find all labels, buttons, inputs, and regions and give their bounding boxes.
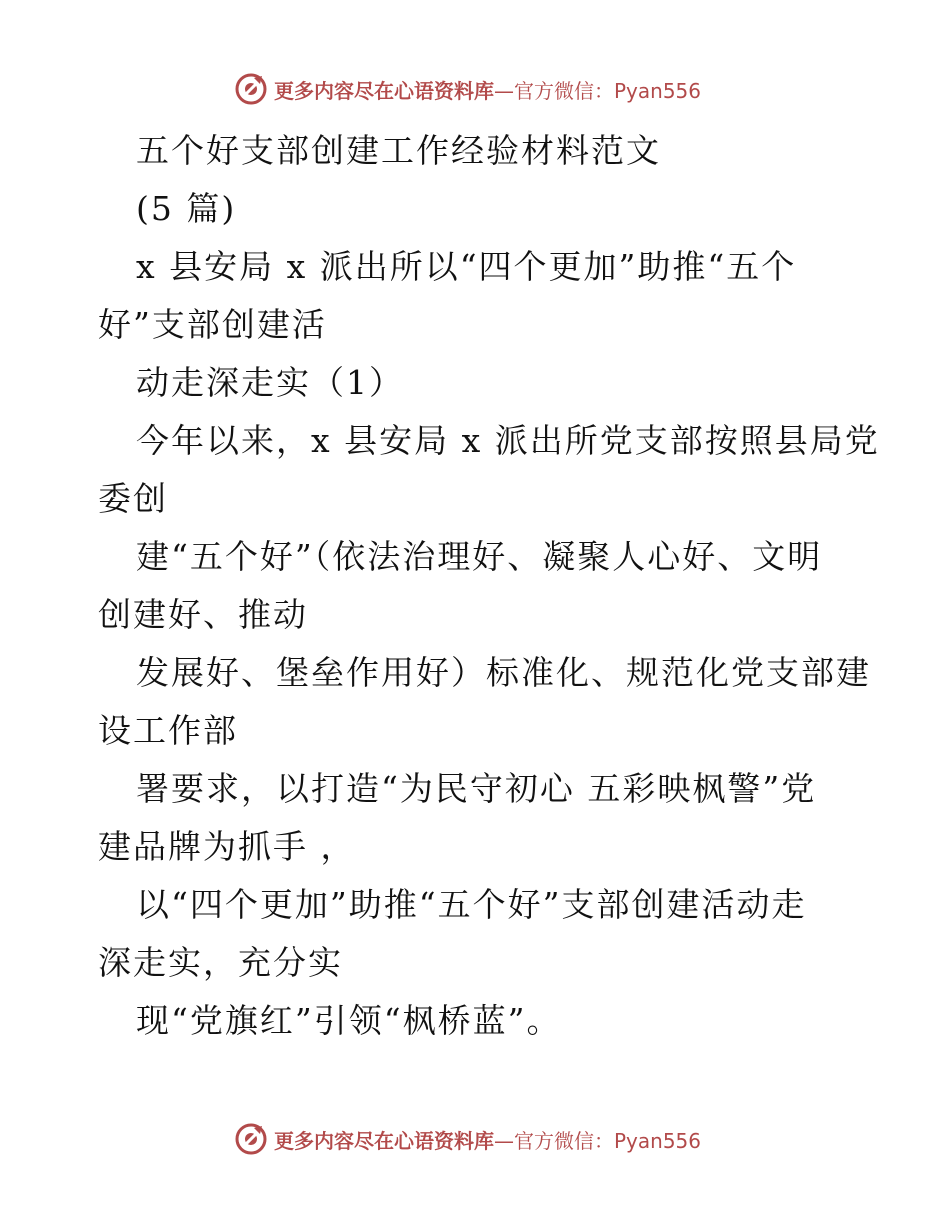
watermark-wechat-label: 官方微信： xyxy=(514,78,614,103)
watermark-separator: — xyxy=(494,1128,514,1153)
paragraph-line: 委创 xyxy=(98,479,168,518)
watermark-text xyxy=(274,75,701,104)
watermark-separator: — xyxy=(494,78,514,103)
paragraph-line: 现“党旗红”引领“枫桥蓝”。 xyxy=(136,1001,562,1040)
watermark-wechat-id: Pyan556 xyxy=(614,1128,702,1153)
document-body xyxy=(98,122,878,1050)
document-title: 五个好支部创建工作经验材料范文 xyxy=(136,131,661,170)
watermark-wechat-id: Pyan556 xyxy=(614,78,702,103)
paragraph-line: x 县安局 x 派出所以“四个更加”助推“五个 xyxy=(136,247,797,286)
watermark-brand: 更多内容尽在心语资料库 xyxy=(274,1128,494,1153)
paragraph-line: 署要求，以打造“为民守初心 五彩映枫警”党 xyxy=(136,769,817,808)
logo-icon xyxy=(234,1122,268,1156)
watermark-header xyxy=(234,72,701,106)
watermark-wechat-label: 官方微信： xyxy=(514,1128,614,1153)
paragraph-line: 深走实，充分实 xyxy=(98,943,343,982)
paragraph-line: 发展好、堡垒作用好）标准化、规范化党支部建 xyxy=(136,653,871,692)
watermark-footer xyxy=(234,1122,701,1156)
watermark-brand: 更多内容尽在心语资料库 xyxy=(274,78,494,103)
logo-icon xyxy=(234,72,268,106)
paragraph-line: 今年以来，x 县安局 x 派出所党支部按照县局党 xyxy=(136,421,880,460)
paragraph-line: 设工作部 xyxy=(98,711,238,750)
paragraph-line: 建“五个好”（依法治理好、凝聚人心好、文明 xyxy=(136,537,823,576)
paragraph-line: 创建好、推动 xyxy=(98,595,308,634)
paragraph-line: 动走深走实（1） xyxy=(136,363,404,402)
paragraph-line: 好”支部创建活 xyxy=(98,305,327,344)
paragraph-line: 以“四个更加”助推“五个好”支部创建活动走 xyxy=(136,885,807,924)
document-subtitle: (5 篇) xyxy=(136,189,237,228)
paragraph-line: 建品牌为抓手 ， xyxy=(98,827,356,866)
watermark-text xyxy=(274,1125,701,1154)
